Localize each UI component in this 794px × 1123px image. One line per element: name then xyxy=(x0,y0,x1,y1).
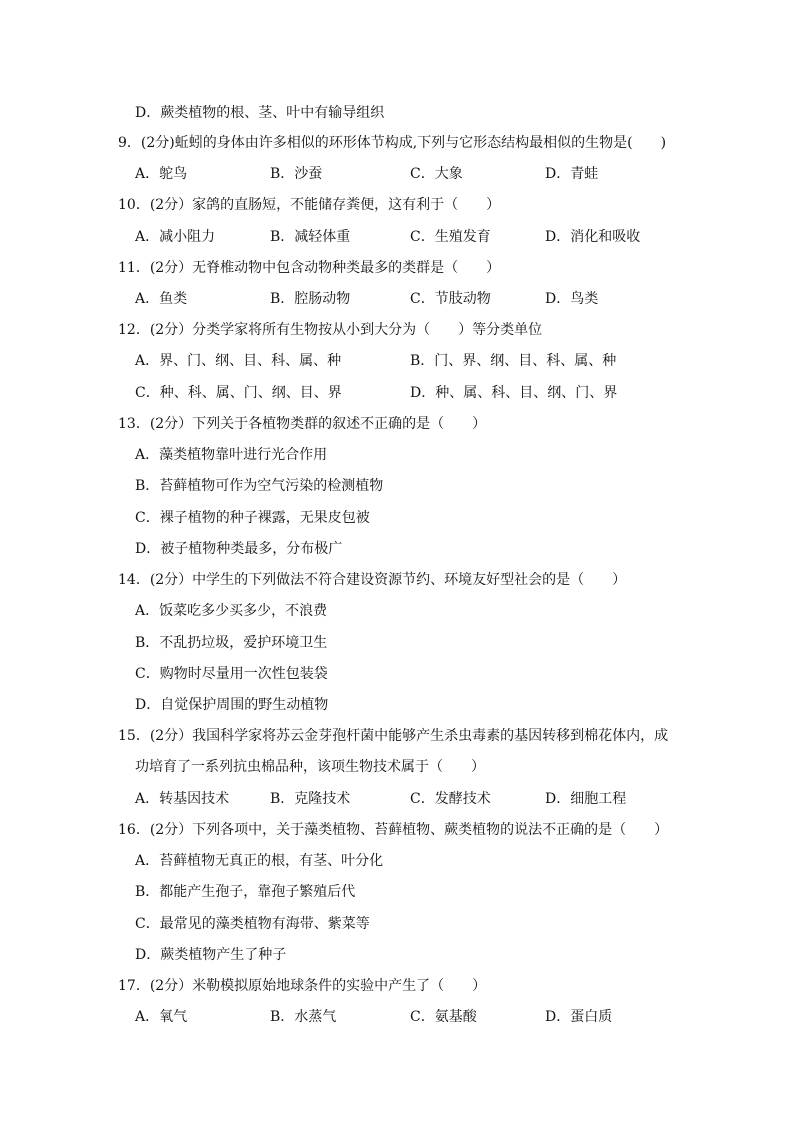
option-a: A．苔藓植物无真正的根，有茎、叶分化 xyxy=(135,853,384,869)
option-a: A．鸵鸟 xyxy=(135,166,188,182)
option-b: B．都能产生孢子，靠孢子繁殖后代 xyxy=(135,884,356,900)
option-b: B．克隆技术 xyxy=(270,791,351,807)
question-17-stem: 17．(2分）米勒模拟原始地球条件的实验中产生了（ ） xyxy=(118,978,487,994)
option-c: C．发酵技术 xyxy=(410,791,491,807)
question-15-stem-continued: 功培育了一系列抗虫棉品种，该项生物技术属于（ ） xyxy=(135,759,485,775)
question-14-stem: 14．(2分）中学生的下列做法不符合建设资源节约、环境友好型社会的是（ ） xyxy=(118,572,627,588)
question-13-stem: 13．(2分）下列关于各植物类群的叙述不正确的是（ ） xyxy=(118,416,487,432)
option-d: D．被子植物种类最多，分布极广 xyxy=(135,541,343,557)
option-c: C．种、科、属、门、纲、目、界 xyxy=(135,385,342,401)
option-c: C．大象 xyxy=(410,166,463,182)
option-a: A．藻类植物靠叶进行光合作用 xyxy=(135,447,328,463)
option-c: C．购物时尽量用一次性包装袋 xyxy=(135,666,328,682)
option-b: B．减轻体重 xyxy=(270,229,351,245)
question-15-stem: 15．(2分）我国科学家将苏云金芽孢杆菌中能够产生杀虫毒素的基因转移到棉花体内，成 xyxy=(118,728,669,744)
option-b: B．水蒸气 xyxy=(270,1009,337,1025)
option-b: B．腔肠动物 xyxy=(270,291,351,307)
option-d: D．消化和吸收 xyxy=(545,229,641,245)
option-b: B．沙蚕 xyxy=(270,166,323,182)
option-c: C．最常见的藻类植物有海带、紫菜等 xyxy=(135,916,370,932)
option-c: C．节肢动物 xyxy=(410,291,491,307)
option-a: A．饭菜吃多少买多少，不浪费 xyxy=(135,603,328,619)
option-c: C．裸子植物的种子裸露，无果皮包被 xyxy=(135,510,370,526)
question-16-stem: 16．(2分）下列各项中，关于藻类植物、苔藓植物、蕨类植物的说法不正确的是（ ） xyxy=(118,822,669,838)
question-12-stem: 12．(2分）分类学家将所有生物按从小到大分为（ ）等分类单位 xyxy=(118,322,543,338)
option-a: A．减小阻力 xyxy=(135,229,216,245)
option-d: D．种、属、科、目、纲、门、界 xyxy=(410,385,618,401)
question-10-stem: 10．(2分）家鸽的直肠短，不能储存粪便，这有利于（ ） xyxy=(118,197,501,213)
option-a: A．界、门、纲、目、科、属、种 xyxy=(135,353,342,369)
option-a: A．转基因技术 xyxy=(135,791,230,807)
option-b: B．苔藓植物可作为空气污染的检测植物 xyxy=(135,478,384,494)
option-d: D．鸟类 xyxy=(545,291,599,307)
option-d: D．蛋白质 xyxy=(545,1009,613,1025)
option-d: D．细胞工程 xyxy=(545,791,627,807)
option-d: D．自觉保护周围的野生动植物 xyxy=(135,697,329,713)
option-d: D．青蛙 xyxy=(545,166,599,182)
option-c: C．氨基酸 xyxy=(410,1009,477,1025)
option-b: B．不乱扔垃圾，爱护环境卫生 xyxy=(135,635,328,651)
option-c: C．生殖发育 xyxy=(410,229,491,245)
option-a: A．鱼类 xyxy=(135,291,188,307)
option-b: B．门、界、纲、目、科、属、种 xyxy=(410,353,617,369)
question-9-stem: 9．(2分)蚯蚓的身体由许多相似的环形体节构成,下列与它形态结构最相似的生物是( ) xyxy=(118,135,667,151)
option-d: D．蕨类植物产生了种子 xyxy=(135,947,287,963)
option-d: D．蕨类植物的根、茎、叶中有输导组织 xyxy=(135,105,385,121)
question-11-stem: 11．(2分）无脊椎动物中包含动物种类最多的类群是（ ） xyxy=(118,260,501,276)
option-a: A．氧气 xyxy=(135,1009,188,1025)
